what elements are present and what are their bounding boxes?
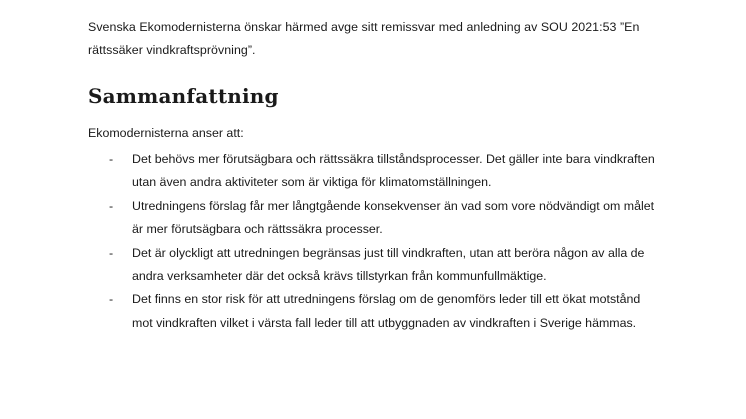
list-item-text: Det är olyckligt att utredningen begränsas just till vindkraften, utan att beröra någon av alla de andra verksamheter där det också krävs tillstyrkan från kommunfullmäktige. <box>132 245 645 284</box>
list-item-text: Det behövs mer förutsägbara och rättssäkra tillståndsprocesser. Det gäller inte bara vindkraften utan även andra aktiviteter som är viktiga för klimatomställningen. <box>132 152 655 190</box>
list-item <box>88 242 662 289</box>
document-page <box>88 0 688 335</box>
bullet-dash: - <box>109 152 114 166</box>
list-item-text: Utredningens förslag får mer långtgående konsekvenser än vad som vore nödvändigt om målet är mer förutsägbara och rättssäkra processer. <box>132 198 655 237</box>
list-item <box>88 288 662 335</box>
list-item <box>88 195 662 242</box>
list-item <box>88 148 662 195</box>
lead-sentence: Ekomodernisterna anser att: <box>88 126 244 140</box>
bullet-dash: - <box>109 245 114 260</box>
summary-list <box>88 148 688 335</box>
list-item-text: Det finns en stor risk för att utredningens förslag om de genomförs leder till ett ökat motstånd mot vindkraften vilket i värsta fall leder till att utbyggnaden av vindkraften i Sverige hämmas. <box>132 292 641 330</box>
bullet-dash: - <box>109 198 114 213</box>
section-heading: Sammanfattning <box>88 84 279 108</box>
bullet-dash: - <box>109 292 114 307</box>
intro-paragraph: Svenska Ekomodernisterna önskar härmed avge sitt remissvar med anledning av SOU 2021:53 ”En rättssäker vindkraftsprövning”. <box>88 20 640 57</box>
